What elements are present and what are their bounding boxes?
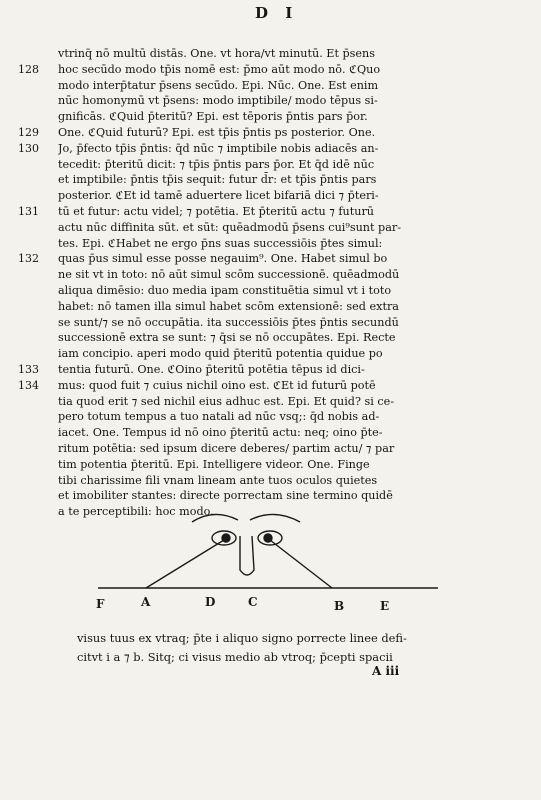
figure-label-a: A xyxy=(141,595,151,609)
text-line: vtrinq̄ nō multū distās. One. vt hora/vt minutū. Et p̄sens xyxy=(58,47,375,60)
margin-number: 132 xyxy=(18,252,39,266)
page-header: D I xyxy=(255,4,299,22)
text-line: modo interp̄tatur p̄sens secūdo. Epi. Nūc. One. Est enim xyxy=(58,78,379,92)
text-line: tia quod erit ⁊ sed nichil eius adhuc est. Epi. Et quid? si ce- xyxy=(58,394,395,408)
text-line: a te perceptibili: hoc modo. xyxy=(58,505,214,519)
margin-number: 133 xyxy=(18,363,39,376)
signature-mark: A iii xyxy=(372,664,400,678)
text-line: successionē extra se sunt: ⁊ q̄si se nō occupātes. Epi. Recte xyxy=(58,331,396,345)
eye-line-figure xyxy=(0,500,541,625)
text-line: habet: nō tamen illa simul habet scōm extensionē: sed extra xyxy=(58,299,399,313)
text-line: pero totum tempus a tuo natali ad nūc vsq;: q̄d nobis ad- xyxy=(58,410,380,424)
text-line: aliqua dimēsio: duo media ipam constituētia simul vt i toto xyxy=(58,284,392,297)
nose xyxy=(240,536,254,575)
text-line: iacet. One. Tempus id nō oino p̄teritū actu: neq; oino p̄te- xyxy=(58,426,383,440)
text-line: mus: quod fuit ⁊ cuius nichil oino est. ℭEt id futurū potē xyxy=(58,378,376,392)
text-line: tū et futur: actu videl; ⁊ potētia. Et p̄teritū actu ⁊ futurū xyxy=(58,205,375,218)
text-line: tibi charissime fili vnam lineam ante tuos oculos quietes xyxy=(58,473,378,487)
text-line: gnificās. ℭQuid p̄teritū? Epi. est tēporis p̄ntis pars p̄or. xyxy=(58,110,368,124)
margin-number: 128 xyxy=(18,62,39,76)
text-line: ne sit vt in toto: nō aūt simul scōm successionē. quēadmodū xyxy=(58,268,400,282)
text-line: se sunt/⁊ se nō occupātia. ita successiōis p̄tes p̄ntis secundū xyxy=(58,315,399,329)
text-line: nūc homonymū vt p̄sens: modo imptibile/ modo tēpus si- xyxy=(58,94,378,108)
text-line: ritum potētia: sed ipsum dicere deberes/ partim actu/ ⁊ par xyxy=(58,442,395,455)
left-brow xyxy=(192,514,238,522)
text-line: posterior. ℭEt id tamē aduertere licet bifariā dici ⁊ p̄teri- xyxy=(58,189,379,203)
text-line: et imptibile: p̄ntis tp̄is sequit: futur d̄r: et tp̄is p̄ntis pars xyxy=(58,173,377,187)
margin-number: 131 xyxy=(18,205,39,218)
figure-face xyxy=(192,514,300,575)
figure-label-c: C xyxy=(248,595,258,609)
text-line: tes. Epi. ℭHabet ne ergo p̄ns suas successiōis p̄tes simul: xyxy=(58,236,383,250)
right-brow xyxy=(250,514,300,522)
figure-label-e: E xyxy=(380,599,390,613)
text-line: et imobiliter stantes: directe porrectam sine termino quidē xyxy=(58,489,393,503)
margin-number: 129 xyxy=(18,126,39,139)
figure-ray-left xyxy=(146,540,224,588)
text-line: iam concipio. aperi modo quid p̄teritū potentia quidue po xyxy=(58,347,383,361)
figure-label-d: D xyxy=(205,595,216,609)
text-line: quas p̄us simul esse posse negauim⁹. One. Habet simul bo xyxy=(58,252,388,266)
text-line: hoc secūdo modo tp̄is nomē est: p̄mo aūt modo nō. ℭQuo xyxy=(58,62,381,76)
figure-label-b: B xyxy=(334,599,345,613)
tail-line: visus tuus ex vtraq; p̄te i aliquo signo porrecte linee defi- xyxy=(77,631,407,645)
text-line: tim potentia p̄teritū. Epi. Intelligere videor. One. Finge xyxy=(58,457,370,471)
margin-number: 134 xyxy=(18,378,39,392)
text-line: tentia futurū. One. ℭOino p̄teritū potētia tēpus id dici- xyxy=(58,363,365,376)
text-line: One. ℭQuid futurū? Epi. est tp̄is p̄ntis ps posterior. One. xyxy=(58,126,376,139)
text-line: tecedit: p̄teritū dicit: ⁊ tp̄is p̄ntis pars p̄or. Et q̄d idē nūc xyxy=(58,157,375,171)
figure-label-f: F xyxy=(96,597,105,611)
tail-line: citvt i a ⁊ b. Sitq; ci visus medio ab vtroq; p̄cepti spacii xyxy=(77,650,393,664)
text-line: Jo, p̄fecto tp̄is p̄ntis: q̄d nūc ⁊ imptibile nobis adiacēs an- xyxy=(58,141,379,155)
margin-number: 130 xyxy=(18,141,39,155)
figure-ray-right xyxy=(270,540,332,588)
text-line: actu nūc diffinita sūt. et sūt: quēadmodū p̄sens cui⁹sunt par- xyxy=(58,220,401,234)
